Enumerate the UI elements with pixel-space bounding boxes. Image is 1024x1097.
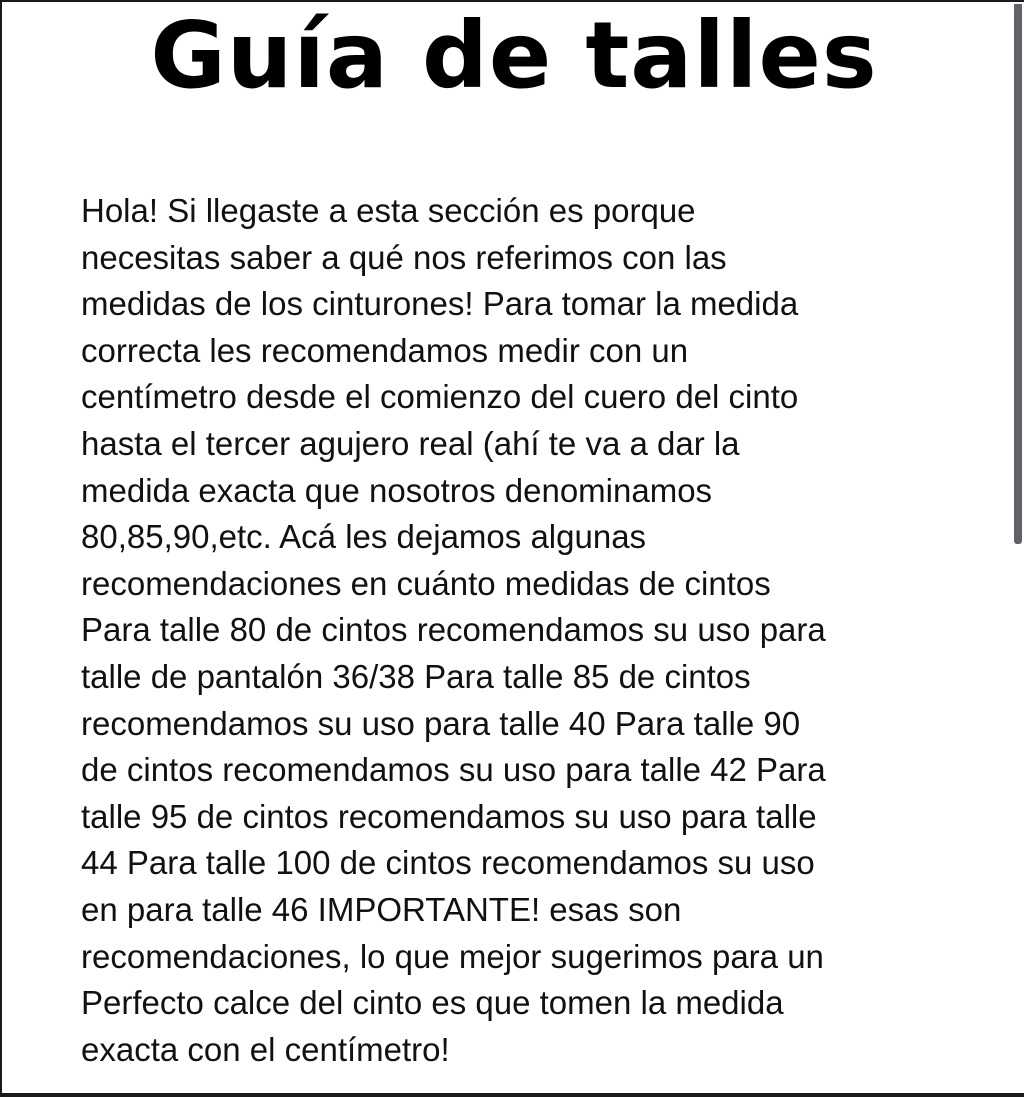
scrollbar[interactable] [1008, 2, 1024, 1095]
size-guide-text: Hola! Si llegaste a esta sección es porque necesitas saber a qué nos referimos con las medidas de los cinturones! Para tomar la medida correcta les recomendamos medir con un centímetro desde el comienzo del cuero del cinto hasta el tercer agujero real (ahí te va a dar la medida exacta que nosotros denominamos 80,85,90,etc. Acá les dejamos algunas recomendaciones en cuánto medidas de cintos Para talle 80 de cintos recomendamos su uso para talle de pantalón 36/38 Para talle 85 de cintos recomendamos su uso para talle 40 Para talle 90 de cintos recomendamos su uso para talle 42 Para talle 95 de cintos recomendamos su uso para talle 44 Para talle 100 de cintos recomendamos su uso en para talle 46 IMPORTANTE! esas son recomendaciones, lo que mejor sugerimos para un Perfecto calce del cinto es que tomen la medida exacta con el centímetro! [81, 192, 826, 1068]
scrollbar-thumb[interactable] [1014, 4, 1022, 544]
page-title: Guía de talles [150, 2, 878, 109]
